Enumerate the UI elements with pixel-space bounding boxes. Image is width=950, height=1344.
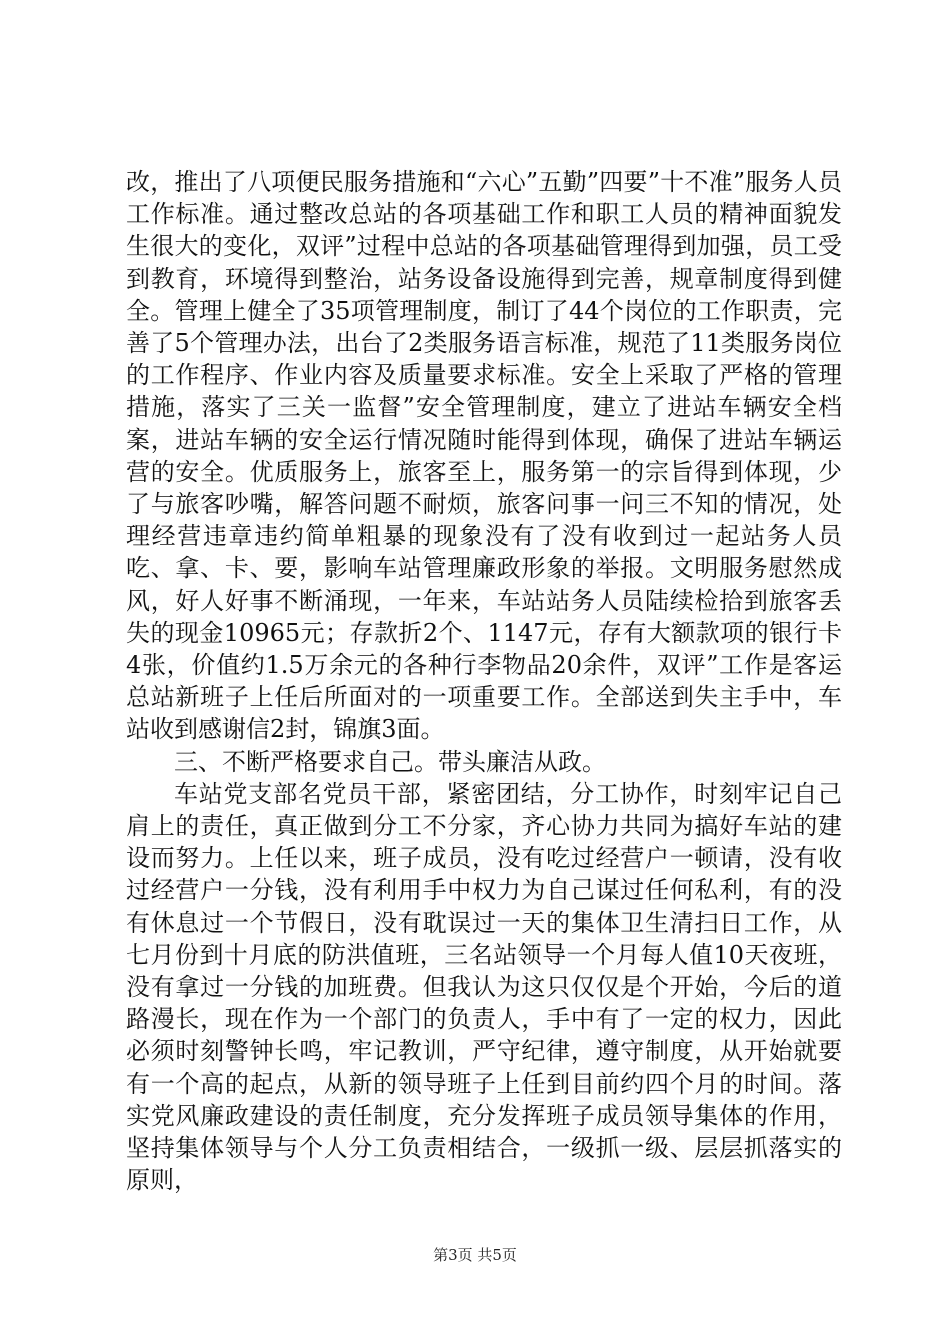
body-paragraph: 车站党支部名党员干部，紧密团结，分工协作，时刻牢记自己肩上的责任，真正做到分工不分家，齐心协力共同为搞好车站的建设而努力。上任以来，班子成员，没有吃过经营户一顿请，没有收过经营户一分钱，没有利用手中权力为自己谋过任何私利，有的没有休息过一个节假日，没有耽误过一天的集体卫生清扫日工作，从七月份到十月底的防洪值班，三名站领导一个月每人值10天夜班，没有拿过一分钱的加班费。但我认为这只仅仅是个开始，今后的道路漫长，现在作为一个部门的负责人，手中有了一定的权力，因此必须时刻警钟长鸣，牢记教训，严守纪律，遵守制度，从开始就要有一个高的起点，从新的领导班子上任到目前约四个月的时间。落实党风廉政建设的责任制度，充分发挥班子成员领导集体的作用，坚持集体领导与个人分工负责相结合，一级抓一级、层层抓落实的原则， bbox=[126, 779, 842, 1195]
body-paragraph-continued: 改，推出了八项便民服务措施和“六心”五勤”四要”十不准”服务人员工作标准。通过整改总站的各项基础工作和职工人员的精神面貌发生很大的变化，双评”过程中总站的各项基础管理得到加强，员工受到教育，环境得到整治，站务设备设施得到完善，规章制度得到健全。管理上健全了35项管理制度，制订了44个岗位的工作职责，完善了5个管理办法，出台了2类服务语言标准，规范了11类服务岗位的工作程序、作业内容及质量要求标准。安全上采取了严格的管理措施，落实了三关一监督”安全管理制度，建立了进站车辆安全档案，进站车辆的安全运行情况随时能得到体现，确保了进站车辆运营的安全。优质服务上，旅客至上，服务第一的宗旨得到体现，少了与旅客吵嘴，解答问题不耐烦，旅客问事一问三不知的情况，处理经营违章违约简单粗暴的现象没有了没有收到过一起站务人员吃、拿、卡、要，影响车站管理廉政形象的举报。文明服务慰然成风，好人好事不断涌现，一年来，车站站务人员陆续检拾到旅客丢失的现金10965元；存款折2个、1147元，存有大额款项的银行卡4张，价值约1.5万余元的各种行李物品20余件，双评”工作是客运总站新班子上任后所面对的一项重要工作。全部送到失主手中，车站收到感谢信2封，锦旗3面。 bbox=[126, 168, 842, 744]
page-footer: 第3页 共5页 bbox=[433, 1246, 517, 1264]
section-heading-three: 三、不断严格要求自己。带头廉洁从政。 bbox=[174, 747, 606, 776]
document-body bbox=[126, 166, 842, 1197]
